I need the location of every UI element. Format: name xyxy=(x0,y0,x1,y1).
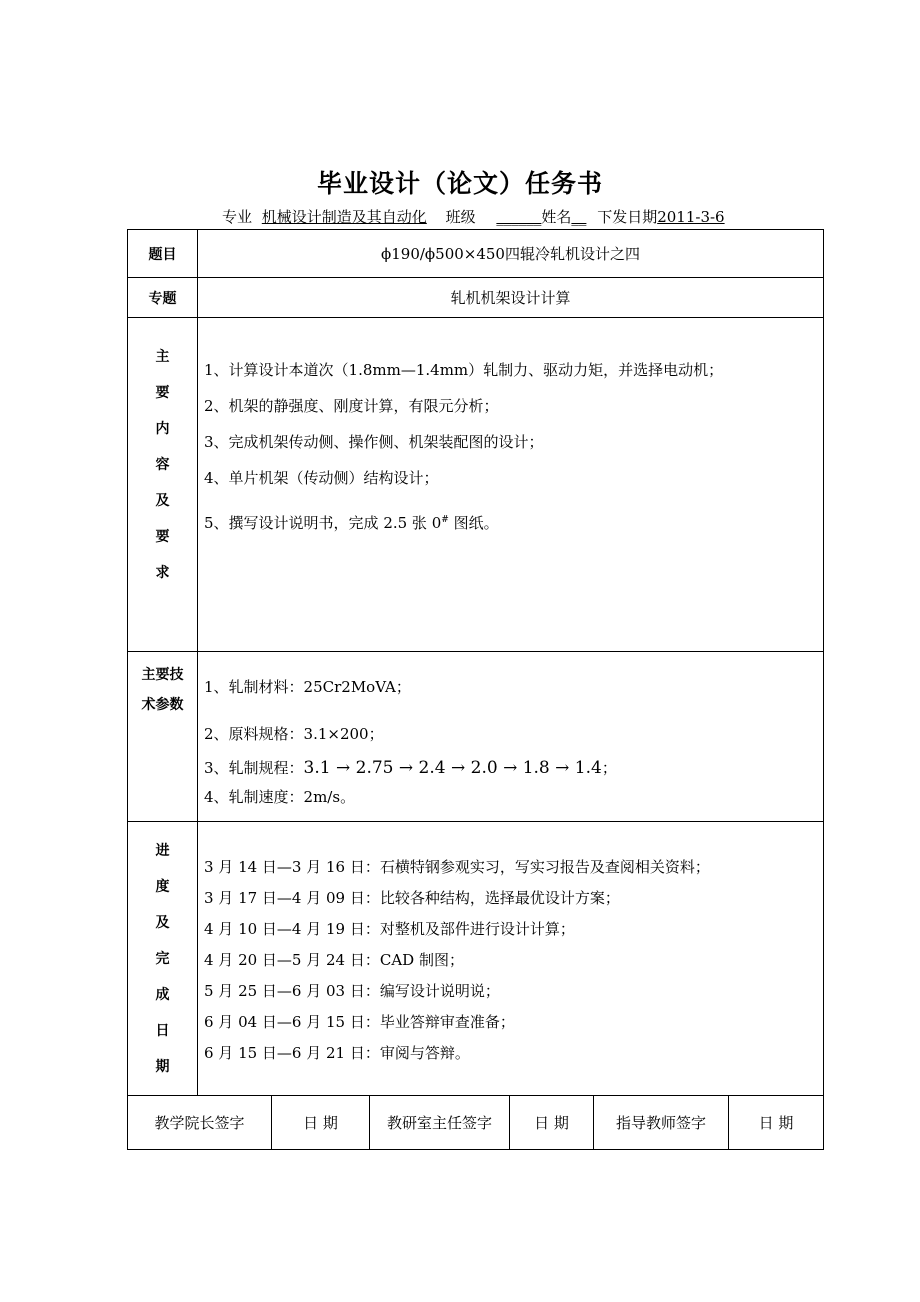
subtopic-row xyxy=(128,278,824,318)
name-label: 姓名 xyxy=(541,208,572,226)
task-table xyxy=(127,229,824,1150)
issue-date-label: 下发日期 xyxy=(597,208,658,226)
params-row xyxy=(128,652,824,822)
content-row xyxy=(128,318,824,652)
dean-signature-label: 教学院长签字 xyxy=(128,1096,272,1150)
content-item: 2、机架的静强度、刚度计算，有限元分析； xyxy=(204,397,499,415)
content-item: 4、单片机架（传动侧）结构设计； xyxy=(204,469,439,487)
topic-label: 题目 xyxy=(128,230,198,278)
schedule-item: 3 月 14 日—3 月 16 日：石横特钢参观实习，写实习报告及查阅相关资料； xyxy=(204,858,710,876)
major-label: 专业 xyxy=(222,208,253,226)
schedule-label: 进 度 及 完 成 日 期 xyxy=(128,822,198,1096)
schedule-row xyxy=(128,822,824,1096)
dean-date-label: 日 期 xyxy=(272,1096,370,1150)
schedule-item: 3 月 17 日—4 月 09 日：比较各种结构，选择最优设计方案； xyxy=(204,889,620,907)
class-value: ______ xyxy=(496,208,542,226)
class-label: 班级 xyxy=(445,208,476,226)
schedule-item: 6 月 04 日—6 月 15 日：毕业答辩审查准备； xyxy=(204,1013,515,1031)
schedule-item: 6 月 15 日—6 月 21 日：审阅与答辩。 xyxy=(204,1044,470,1062)
content-item: 3、完成机架传动侧、操作侧、机架装配图的设计； xyxy=(204,433,544,451)
schedule-item: 4 月 10 日—4 月 19 日：对整机及部件进行设计计算； xyxy=(204,920,575,938)
topic-row xyxy=(128,230,824,278)
major-value: 机械设计制造及其自动化 xyxy=(261,208,427,226)
param-item: 3、轧制规程：3.1 → 2.75 → 2.4 → 2.0 → 1.8 → 1.4； xyxy=(204,758,617,778)
content-item: 1、计算设计本道次（1.8mm—1.4mm）轧制力、驱动力矩，并选择电动机； xyxy=(204,361,724,379)
params-list xyxy=(198,652,824,822)
meta-line xyxy=(222,206,725,227)
document-title: 毕业设计（论文）任务书 xyxy=(316,169,603,198)
param-item: 2、原料规格：3.1×200； xyxy=(204,725,384,743)
content-label: 主 要 内 容 及 要 求 xyxy=(128,318,198,652)
schedule-item: 4 月 20 日—5 月 24 日：CAD 制图； xyxy=(204,951,464,969)
subtopic-label: 专题 xyxy=(128,278,198,318)
subtopic-value: 轧机机架设计计算 xyxy=(198,278,824,318)
issue-date-value: 2011-3-6 xyxy=(657,208,725,226)
advisor-signature-label: 指导教师签字 xyxy=(594,1096,729,1150)
topic-value: ϕ190/ϕ500×450四辊冷轧机设计之四 xyxy=(198,230,824,278)
params-label: 主要技 术参数 xyxy=(128,652,198,822)
advisor-date-label: 日 期 xyxy=(729,1096,824,1150)
signature-row xyxy=(128,1096,824,1150)
rolling-schedule-sequence: 3.1 → 2.75 → 2.4 → 2.0 → 1.8 → 1.4 xyxy=(303,758,602,778)
name-value: __ xyxy=(571,208,587,226)
content-list xyxy=(198,318,824,652)
schedule-list xyxy=(198,822,824,1096)
director-date-label: 日 期 xyxy=(510,1096,594,1150)
param-item: 4、轧制速度：2m/s。 xyxy=(204,788,356,806)
director-signature-label: 教研室主任签字 xyxy=(370,1096,510,1150)
content-item: 5、撰写设计说明书，完成 2.5 张 0# 图纸。 xyxy=(204,514,499,532)
param-item: 1、轧制材料：25Cr2MoVA； xyxy=(204,678,411,696)
schedule-item: 5 月 25 日—6 月 03 日：编写设计说明说； xyxy=(204,982,500,1000)
